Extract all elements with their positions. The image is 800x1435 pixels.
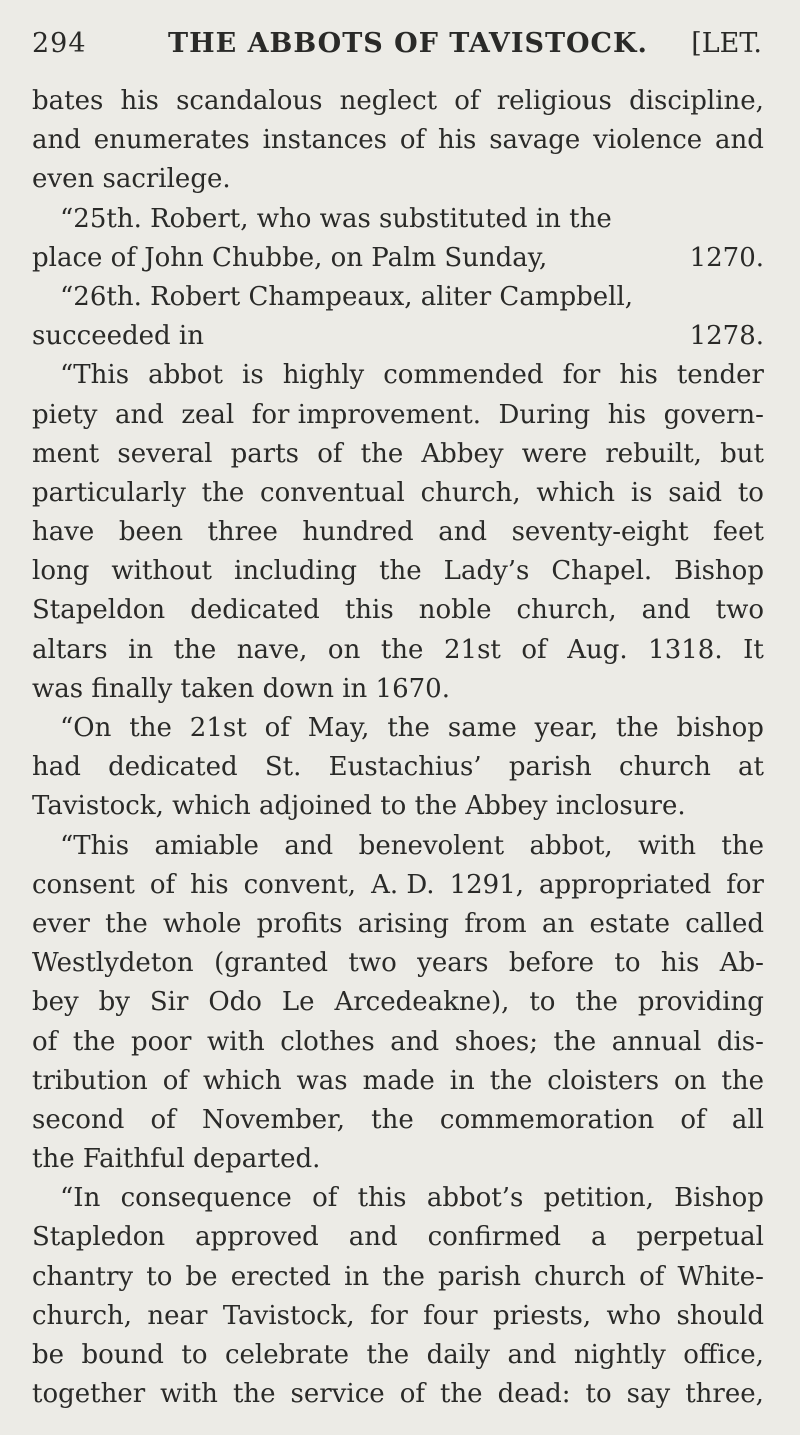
word: noble [418,595,492,626]
word: the [232,1379,276,1410]
word: the [575,987,618,1018]
word: Ab- [719,948,764,979]
word: zeal [181,399,235,430]
word: bey [32,987,79,1018]
word: Stapeldon [32,595,166,626]
text-line [32,1062,764,1101]
word: an [541,908,575,939]
word: cloisters [547,1065,660,1096]
word: the [379,556,422,587]
text-line [32,1336,764,1375]
word: together [32,1379,146,1410]
word: same [447,713,517,743]
word: to [737,477,764,508]
text-line [32,239,764,278]
word: enumerates [93,125,250,156]
word: was [296,1065,348,1096]
text-line [32,82,764,121]
word: the Faithful departed. [32,1144,321,1175]
word: of [149,869,176,900]
word: which [202,1065,282,1096]
word: church, [420,477,521,508]
word: his [660,948,700,979]
text-line [32,396,764,435]
word: daily [426,1340,491,1370]
word: of [32,1026,58,1057]
word: near [147,1300,208,1331]
word: amiable [154,830,259,861]
word: seventy-eight [511,517,689,548]
word: conventual [260,477,405,508]
word: Tavistock, which adjoined to the Abbey inclosure. [32,791,686,822]
word: and [32,125,81,156]
text-line [32,474,764,513]
text-line [32,1140,764,1179]
word: the [371,1104,414,1135]
word: bates [32,86,104,116]
word: with [206,1026,265,1057]
word: tender [676,360,764,391]
word: of [162,1065,188,1096]
word: the [439,1379,483,1410]
word: and [715,125,764,156]
text-line [32,435,764,474]
text-line [32,1297,764,1336]
word: church [619,752,711,783]
word: say [626,1379,671,1410]
word: his [437,125,477,156]
word: of [264,713,290,743]
word: the [366,1340,410,1370]
word: ever [32,908,90,939]
word: consequence [120,1183,292,1214]
word: with [638,830,696,861]
word: providing [637,987,764,1018]
page-header [32,28,762,68]
word: were [521,438,588,469]
text-line [32,983,764,1022]
word: perpetual [636,1222,764,1253]
word: his [190,869,229,900]
word: which [536,477,616,508]
word: “In [60,1183,101,1214]
word: years [417,948,489,979]
word: and [348,1222,398,1253]
word: year, [534,713,599,743]
word: said [668,477,723,508]
page-number: 294 [32,28,87,59]
word: of [521,634,547,665]
word: Tavistock, [222,1300,355,1331]
word: profits [256,908,343,939]
word: poor [131,1026,192,1057]
word: bound [81,1340,164,1370]
running-title: THE ABBOTS OF TAVISTOCK. [168,28,648,59]
word: on [674,1065,707,1096]
word: religious [496,86,612,116]
text-line [32,866,764,905]
word: “25th. Robert, who was substituted in the [60,203,612,234]
word: to [146,1261,173,1292]
word: second [32,1104,125,1135]
word: his [619,360,658,391]
word: and [284,830,334,861]
text-line [32,356,764,395]
word: commended [383,360,544,391]
word: dis- [716,1026,764,1057]
text-line [32,748,764,787]
word: feet [713,517,764,548]
word: on [327,634,361,665]
body-text [32,82,764,1414]
text-line [32,944,764,983]
text-line [32,1101,764,1140]
word: by [98,987,130,1018]
word: approved [195,1222,319,1253]
word: Eustachius’ [328,752,482,783]
word: consent [32,869,135,900]
word: church [534,1261,626,1292]
text-line [32,160,764,199]
word: Lady’s [443,556,530,587]
word: (granted [214,948,329,979]
word: 1270. [689,242,764,273]
word: the [201,477,245,508]
word: made [362,1065,435,1096]
word: three [207,517,278,548]
word: dedicated [108,752,238,783]
word: violence [593,125,703,156]
word: have [32,517,95,548]
word: even sacrilege. [32,164,231,195]
word: abbot’s [426,1183,524,1214]
word: for [370,1300,408,1331]
text-line [32,121,764,160]
word: for [726,869,764,900]
word: office, [683,1340,764,1370]
word: two [715,595,764,626]
text-line [32,591,764,630]
word: convent, [243,869,357,900]
word: White- [677,1261,764,1292]
text-line [32,513,764,552]
word: It [743,634,764,665]
word: the [105,908,148,939]
word: the [553,1026,597,1057]
word: all [731,1104,764,1135]
word: his [607,399,647,430]
word: at [738,752,764,783]
word: without [111,556,212,587]
word: to [529,987,556,1018]
word: altars [32,634,108,665]
word: ment [32,438,100,469]
word: annual [611,1026,702,1057]
text-line [32,827,764,866]
word: this [357,1183,407,1214]
word: Sir [149,987,189,1018]
word: should [676,1300,764,1331]
word: During [498,399,591,430]
word: appropriated [539,869,712,900]
word: bishop [676,713,764,743]
word: and [390,1026,440,1057]
word: shoes; [454,1026,538,1057]
word: “26th. Robert Champeaux, aliter Campbell, [60,281,634,312]
word: “This [60,360,130,391]
word: nightly [573,1340,666,1370]
word: Bishop [674,1183,764,1214]
word: the [129,713,172,743]
word: piety [32,399,98,430]
word: the [382,1261,425,1292]
word: govern- [663,399,764,430]
word: Aug. [567,634,628,665]
word: dedicated [190,595,320,626]
word: Bishop [674,556,764,587]
text-line [32,905,764,944]
word: the [721,830,764,861]
word: the [721,1065,764,1096]
word: chantry [32,1261,134,1292]
word: parish [438,1261,521,1292]
word: be [185,1261,218,1292]
word: the [387,713,430,743]
word: who [606,1300,662,1331]
word: erected [230,1261,331,1292]
word: was finally taken down in 1670. [32,673,450,704]
word: clothes [280,1026,375,1057]
text-line [32,552,764,591]
word: instances [262,125,387,156]
word: Chapel. [551,556,653,587]
word: abbot, [529,830,613,861]
text-line [32,200,764,239]
word: three, [685,1379,764,1410]
word: from [464,908,527,939]
word: be [32,1340,65,1370]
text-line [32,1179,764,1218]
word: celebrate [224,1340,350,1370]
word: Abbey [421,438,504,469]
word: neglect [339,86,438,116]
word: May, [307,713,370,743]
word: rebuilt, [605,438,702,469]
word: confirmed [427,1222,562,1253]
word: Le [281,987,315,1018]
word: dead: [497,1379,571,1410]
word: to [585,1379,612,1410]
word: discipline, [629,86,764,116]
word: commemoration [439,1104,655,1135]
word: of [399,1379,425,1410]
word: of [454,86,480,116]
word: two [348,948,397,979]
word: and [114,399,164,430]
word: and [641,595,691,626]
word: had [32,752,81,783]
word: Arcedeakne), [334,987,510,1018]
word: before [508,948,595,979]
word: to [181,1340,208,1370]
word: Westlydeton [32,948,194,979]
word: this [344,595,394,626]
text-line [32,709,764,748]
word: hundred [302,517,414,548]
word: 1278. [689,321,764,352]
word: estate [589,908,670,939]
word: whole [163,908,242,939]
word: in [449,1065,475,1096]
text-line [32,317,764,356]
word: church, [32,1300,133,1331]
word: 1291, [449,869,525,900]
word: scandalous [176,86,323,116]
text-line [32,1258,764,1297]
word: priests, [492,1300,592,1331]
word: A. D. [371,869,435,900]
word: November, [201,1104,345,1135]
word: is [630,477,653,508]
word: petition, [543,1183,654,1214]
word: particularly [32,477,186,508]
word: St. [264,752,302,783]
text-line [32,670,764,709]
text-line [32,631,764,670]
word: including [234,556,358,587]
word: 21st [443,634,501,665]
word: the [360,438,404,469]
word: and [507,1340,557,1370]
word: service [290,1379,385,1410]
word: 21st [189,713,247,743]
text-line [32,1218,764,1257]
word: benevolent [358,830,505,861]
word: the [380,634,424,665]
word: of [312,1183,338,1214]
word: parts [230,438,300,469]
text-line [32,787,764,826]
word: abbot [148,360,223,391]
word: “On [60,713,112,743]
word: but [720,438,764,469]
word: succeeded in [32,321,204,352]
text-line [32,1023,764,1062]
word: of [639,1261,665,1292]
word: Odo [208,987,262,1018]
word: the [489,1065,533,1096]
word: savage [489,125,581,156]
word: the [173,634,217,665]
word: long [32,556,90,587]
text-line [32,278,764,317]
word: is [242,360,264,391]
signature-mark: [LET. [691,28,762,59]
word: to [614,948,641,979]
word: highly [282,360,365,391]
word: 1318. [648,634,723,665]
word: arising [357,908,450,939]
word: a [591,1222,607,1253]
word: the [616,713,659,743]
word: several [117,438,213,469]
word: of [317,438,343,469]
word: four [423,1300,478,1331]
word: called [685,908,764,939]
word: the [72,1026,116,1057]
word: for improvement. [251,399,481,430]
word: of [150,1104,176,1135]
word: tribution [32,1065,148,1096]
word: of [680,1104,706,1135]
word: for [562,360,601,391]
word: “This [60,830,130,861]
word: of [399,125,426,156]
word: place of John Chubbe, on Palm Sunday, [32,242,548,273]
word: in [128,634,154,665]
word: his [120,86,159,116]
word: Stapledon [32,1222,166,1253]
word: and [438,517,488,548]
word: been [118,517,183,548]
word: nave, [236,634,308,665]
text-line [32,1375,764,1414]
word: with [160,1379,218,1410]
word: in [344,1261,370,1292]
word: parish [508,752,592,783]
word: church, [516,595,617,626]
